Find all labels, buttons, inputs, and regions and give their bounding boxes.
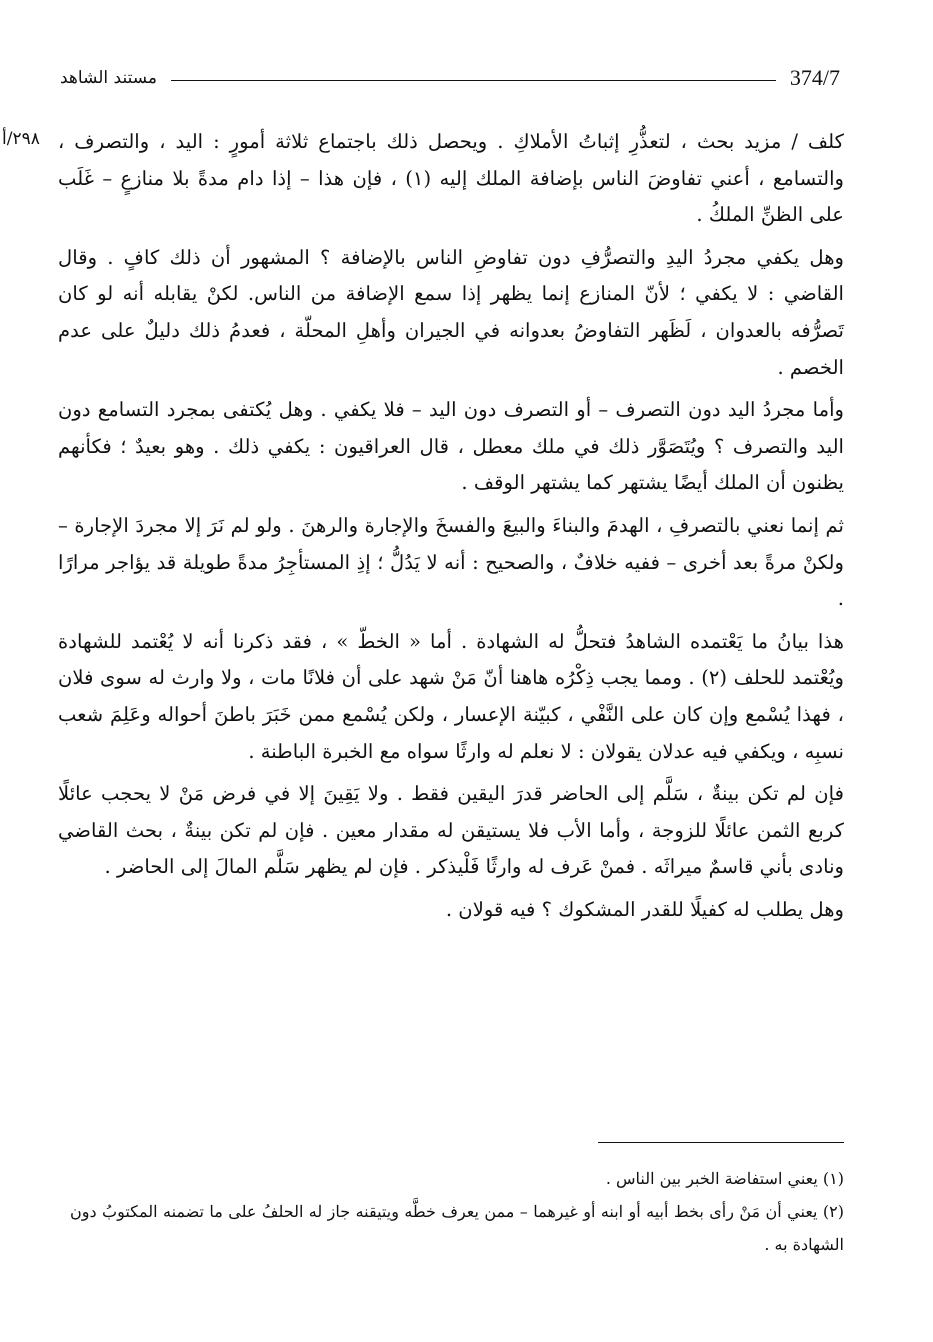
- margin-folio-reference: ٢٩٨/أ: [2, 129, 40, 149]
- main-text: [58, 124, 844, 928]
- running-title: مستند الشاهد: [60, 68, 157, 88]
- paragraph: [58, 776, 844, 886]
- footnote-2: (٢) يعني أن مَنْ رأى بخط أبيه أو ابنه أو غيرهما – ممن يعرف خطَّه ويتيقنه جاز له الحلفُ على ما تضمنه المكتوبُ دون الشهادة به .: [70, 1202, 844, 1254]
- paragraph-text: كلف / مزيد بحث ، لتعذُّرِ إثباتُ الأملاكِ . ويحصل ذلك باجتماع ثلاثة أمورٍ : اليد ، والتصرف ، والتسامع ، أعني تفاوضَ الناس بإضافة الملك إليه (١) ، فإن هذا – إذا دام مدةً بلا منازعٍ – غَلَب على الظنِّ الملكُ .: [58, 130, 844, 227]
- paragraph: [58, 124, 844, 234]
- footnotes: [70, 1162, 844, 1261]
- paragraph-text: ثم إنما نعني بالتصرفِ ، الهدمَ والبناءَ والبيعَ والفسخَ والإجارة والرهنَ . ولو لم نَرَ إلا مجردَ الإجارة – ولكنْ مرةً بعد أخرى – ففيه خلافٌ ، والصحيح : أنه لا يَدُلُّ ؛ إذِ المستأجِرُ مدةً طويلة قد يؤاجر مرارًا .: [58, 513, 844, 611]
- paragraph-text: وأما مجردُ اليد دون التصرف – أو التصرف دون اليد – فلا يكفي . وهل يُكتفى بمجرد التسامع دون اليد والتصرف ؟ ويُتَصَوَّر ذلك في ملك معطل ، قال العراقيون : يكفي ذلك . وهو بعيدٌ ؛ فكأنهم يظنون أن الملك أيضًا يشتهر كما يشتهر الوقف .: [58, 398, 844, 495]
- paragraph: [58, 892, 844, 929]
- paragraph-text: فإن لم تكن بينةٌ ، سَلَّم إلى الحاضر قدرَ اليقين فقط . ولا يَقِينَ إلا في فرض مَنْ لا يحجب عائلًا كربع الثمن عائلًا للزوجة ، وأما الأب فلا يستيقن له مقدار معين . فإن لم تكن بينةٌ ، بحث القاضي ونادى بأني قاسمٌ ميراثَه . فمنْ عَرف له وارثًا فَلْيذكر . فإن لم يظهر سَلَّم المالَ إلى الحاضر .: [58, 782, 844, 879]
- page-header: [60, 58, 840, 98]
- header-rule: [171, 80, 776, 81]
- footnote-separator: [598, 1142, 844, 1143]
- paragraph: [58, 392, 844, 502]
- paragraph: [58, 240, 844, 386]
- page-number: 374/7: [789, 65, 840, 90]
- paragraph-text: وهل يكفي مجردُ اليدِ والتصرُّفِ دون تفاوضِ الناس بالإضافة ؟ المشهور أن ذلك كافٍ . وقال القاضي : لا يكفي ؛ لأنّ المنازع إنما يظهر إذا سمع الإضافة من الناس. لكنْ يقابله أنه لو كان تَصرُّفه بالعدوان ، لَظَهر التفاوضُ بعدوانه في الجيران وأهلِ المحلّة ، فعدمُ ذلك دليلٌ على عدم الخصم .: [58, 245, 844, 379]
- paragraph: [58, 508, 844, 618]
- footnote-1: (١) يعني استفاضة الخبر بين الناس .: [605, 1169, 844, 1188]
- paragraph: [58, 624, 844, 770]
- paragraph-text: وهل يطلب له كفيلًا للقدر المشكوك ؟ فيه قولان .: [445, 897, 844, 921]
- paragraph-text: هذا بيانُ ما يَعْتمده الشاهدُ فتحلُّ له الشهادة . أما « الخطّ » ، فقد ذكرنا أنه لا يُعْتمد للشهادة ويُعْتمد للحلف (٢) . ومما يجب ذِكْرُه هاهنا أنّ مَنْ شهد على أن فلانًا مات ، ولا وارث له سوى فلان ، فهذا يُسْمع وإن كان على النَّفْي ، كبيّنة الإعسار ، ولكن يُسْمع ممن خَبَرَ باطنَ أحواله وعَلِمَ شعب نسبِه ، ويكفي فيه عدلان يقولان : لا نعلم له وارثًا سواه مع الخبرة الباطنة .: [58, 629, 844, 763]
